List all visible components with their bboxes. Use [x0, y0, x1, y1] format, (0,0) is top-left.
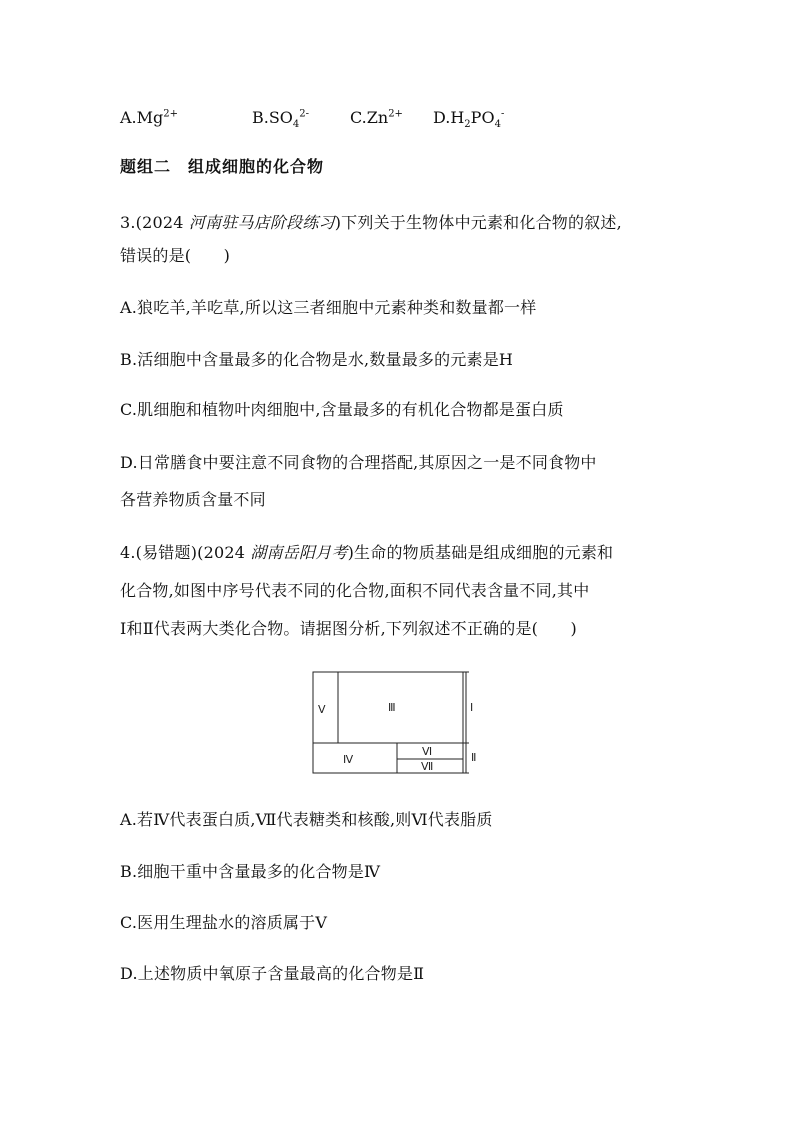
q2-choice-b: $B.SO_4^{2-}$: [252, 108, 310, 131]
q3-option-a: A.狼吃羊,羊吃草,所以这三者细胞中元素种类和数量都一样: [120, 298, 537, 317]
q4-number: 4.(易错题)(2024: [120, 543, 251, 562]
diagram-outer-box: [313, 672, 463, 773]
label-vii: Ⅶ: [421, 761, 434, 773]
label-iv: Ⅳ: [343, 754, 354, 766]
label-ii: Ⅱ: [471, 752, 477, 764]
q3-stem-line2: 错误的是( ): [120, 246, 231, 265]
q4-stem-line3: Ⅰ和Ⅱ代表两大类化合物。请据图分析,下列叙述不正确的是( ): [120, 619, 577, 638]
label-i: Ⅰ: [470, 702, 474, 714]
q3-option-b: B.活细胞中含量最多的化合物是水,数量最多的元素是H: [120, 350, 514, 369]
q4-option-b: B.细胞干重中含量最多的化合物是Ⅳ: [120, 862, 381, 881]
q4-source: 湖南岳阳月考: [250, 543, 348, 562]
q2-choice-d: $D.H_2PO_4^-$: [433, 108, 505, 131]
q3-stem-rest: )下列关于生物体中元素和化合物的叙述,: [334, 213, 622, 232]
q4-stem-line2: 化合物,如图中序号代表不同的化合物,面积不同代表含量不同,其中: [120, 581, 590, 600]
q2-choice-c: $C.Zn^{2+}$: [350, 108, 403, 127]
label-v: Ⅴ: [318, 704, 326, 716]
q3-option-c: C.肌细胞和植物叶肉细胞中,含量最多的有机化合物都是蛋白质: [120, 400, 564, 419]
q4-option-d: D.上述物质中氧原子含量最高的化合物是Ⅱ: [120, 964, 425, 983]
section-heading: 题组二 组成细胞的化合物: [120, 157, 325, 176]
q4-stem-rest: )生命的物质基础是组成细胞的元素和: [347, 543, 614, 562]
q2-choice-a: $A.Mg^{2+}$: [120, 108, 179, 127]
label-iii: Ⅲ: [388, 702, 396, 714]
q4-option-c: C.医用生理盐水的溶质属于Ⅴ: [120, 913, 328, 932]
q3-option-d-cont: 各营养物质含量不同: [120, 490, 266, 509]
q3-option-d: D.日常膳食中要注意不同食物的合理搭配,其原因之一是不同食物中: [120, 453, 597, 472]
q4-option-a: A.若Ⅳ代表蛋白质,Ⅶ代表糖类和核酸,则Ⅵ代表脂质: [120, 810, 493, 829]
q3-source: 河南驻马店阶段练习: [188, 213, 335, 232]
q3-number: 3.(2024: [120, 213, 189, 232]
label-vi: Ⅵ: [422, 746, 433, 758]
